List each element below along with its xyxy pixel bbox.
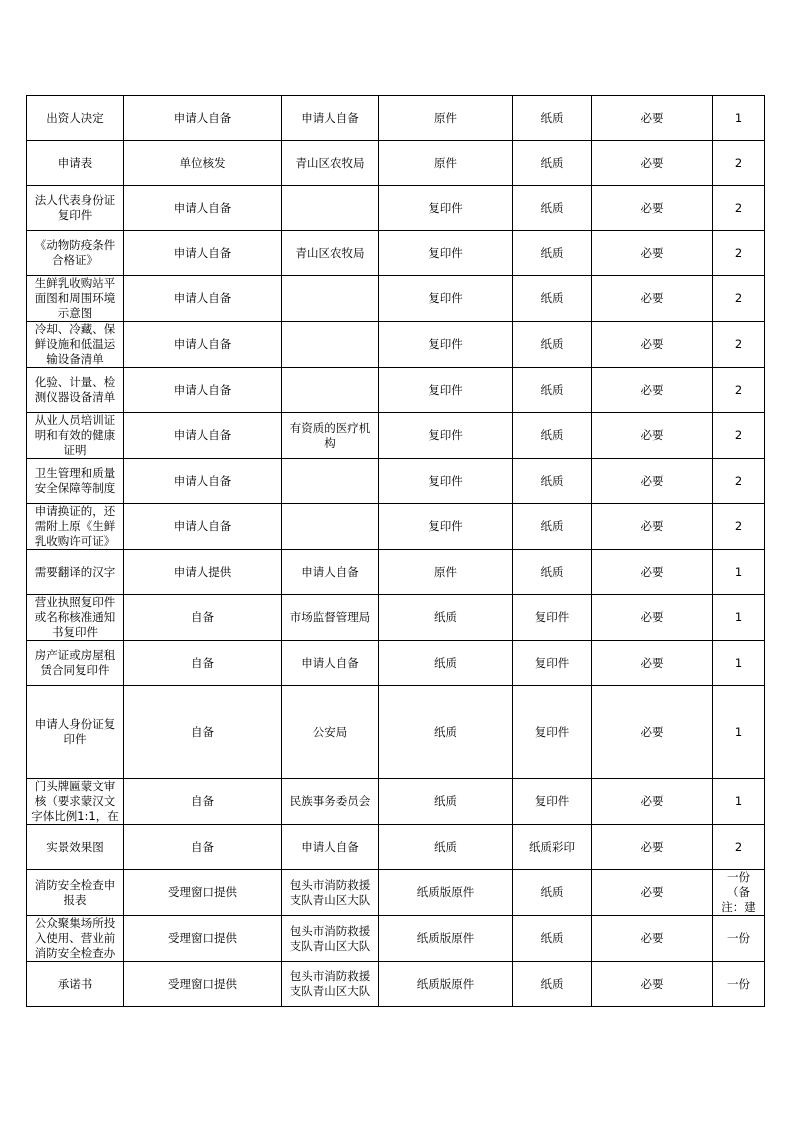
count-cell: 1 — [713, 779, 765, 825]
material-name-cell: 营业执照复印件或名称核准通知书复印件 — [27, 595, 124, 641]
medium-cell: 纸质 — [513, 504, 592, 550]
material-name-cell: 《动物防疫条件合格证》 — [27, 231, 124, 276]
requirement-cell: 必要 — [592, 459, 713, 504]
requirement-cell: 必要 — [592, 276, 713, 322]
requirement-cell: 必要 — [592, 686, 713, 779]
requirement-cell: 必要 — [592, 870, 713, 916]
count-cell: 2 — [713, 276, 765, 322]
original-or-copy-cell: 纸质 — [379, 641, 513, 686]
material-name-cell: 公众聚集场所投入使用、营业前消防安全检查办 — [27, 916, 124, 962]
medium-cell: 复印件 — [513, 595, 592, 641]
source-cell: 申请人自备 — [124, 276, 282, 322]
requirement-cell: 必要 — [592, 825, 713, 870]
medium-cell: 纸质 — [513, 186, 592, 231]
count-cell: 2 — [713, 413, 765, 459]
requirement-cell: 必要 — [592, 962, 713, 1007]
issuing-agency-cell: 申请人自备 — [282, 550, 379, 595]
table-row — [27, 186, 765, 231]
count-cell: 1 — [713, 550, 765, 595]
original-or-copy-cell: 复印件 — [379, 231, 513, 276]
issuing-agency-cell: 青山区农牧局 — [282, 141, 379, 186]
material-name-cell: 出资人决定 — [27, 96, 124, 141]
requirement-cell: 必要 — [592, 322, 713, 368]
material-name-cell: 化验、计量、检测仪器设备清单 — [27, 368, 124, 413]
material-name-cell: 房产证或房屋租赁合同复印件 — [27, 641, 124, 686]
medium-cell: 纸质 — [513, 962, 592, 1007]
original-or-copy-cell: 复印件 — [379, 504, 513, 550]
count-cell: 2 — [713, 231, 765, 276]
source-cell: 受理窗口提供 — [124, 870, 282, 916]
original-or-copy-cell: 原件 — [379, 141, 513, 186]
count-cell: 1 — [713, 96, 765, 141]
original-or-copy-cell: 复印件 — [379, 413, 513, 459]
medium-cell: 纸质彩印 — [513, 825, 592, 870]
count-cell: 2 — [713, 504, 765, 550]
issuing-agency-cell: 有资质的医疗机构 — [282, 413, 379, 459]
requirement-cell: 必要 — [592, 504, 713, 550]
medium-cell: 复印件 — [513, 641, 592, 686]
source-cell: 申请人自备 — [124, 368, 282, 413]
source-cell: 自备 — [124, 595, 282, 641]
source-cell: 单位核发 — [124, 141, 282, 186]
material-name-cell: 申请人身份证复印件 — [27, 686, 124, 779]
requirement-cell: 必要 — [592, 231, 713, 276]
issuing-agency-cell: 包头市消防救援支队青山区大队 — [282, 870, 379, 916]
requirement-cell: 必要 — [592, 96, 713, 141]
original-or-copy-cell: 复印件 — [379, 186, 513, 231]
material-name-cell: 生鲜乳收购站平面图和周围环境示意图 — [27, 276, 124, 322]
original-or-copy-cell: 原件 — [379, 96, 513, 141]
issuing-agency-cell: 市场监督管理局 — [282, 595, 379, 641]
count-cell: 2 — [713, 186, 765, 231]
original-or-copy-cell: 纸质 — [379, 686, 513, 779]
count-cell: 一份（备注：建 — [713, 870, 765, 916]
medium-cell: 复印件 — [513, 686, 592, 779]
table-row — [27, 550, 765, 595]
table-row — [27, 96, 765, 141]
original-or-copy-cell: 纸质 — [379, 825, 513, 870]
requirement-cell: 必要 — [592, 779, 713, 825]
medium-cell: 纸质 — [513, 916, 592, 962]
original-or-copy-cell: 纸质 — [379, 595, 513, 641]
material-name-cell: 承诺书 — [27, 962, 124, 1007]
issuing-agency-cell — [282, 186, 379, 231]
medium-cell: 纸质 — [513, 870, 592, 916]
table-row — [27, 413, 765, 459]
table-row — [27, 459, 765, 504]
medium-cell: 纸质 — [513, 413, 592, 459]
count-cell: 一份 — [713, 916, 765, 962]
original-or-copy-cell: 复印件 — [379, 276, 513, 322]
material-name-cell: 冷却、冷藏、保鲜设施和低温运输设备清单 — [27, 322, 124, 368]
requirement-cell: 必要 — [592, 413, 713, 459]
table-row — [27, 916, 765, 962]
count-cell: 1 — [713, 686, 765, 779]
count-cell: 1 — [713, 595, 765, 641]
issuing-agency-cell — [282, 276, 379, 322]
requirement-cell: 必要 — [592, 141, 713, 186]
table-row — [27, 504, 765, 550]
medium-cell: 纸质 — [513, 368, 592, 413]
issuing-agency-cell: 青山区农牧局 — [282, 231, 379, 276]
count-cell: 2 — [713, 322, 765, 368]
source-cell: 自备 — [124, 641, 282, 686]
material-name-cell: 从业人员培训证明和有效的健康证明 — [27, 413, 124, 459]
requirement-cell: 必要 — [592, 595, 713, 641]
source-cell: 申请人自备 — [124, 96, 282, 141]
requirement-cell: 必要 — [592, 550, 713, 595]
material-name-cell: 申请换证的，还需附上原《生鲜乳收购许可证》 — [27, 504, 124, 550]
material-name-cell: 实景效果图 — [27, 825, 124, 870]
requirement-cell: 必要 — [592, 641, 713, 686]
count-cell: 2 — [713, 459, 765, 504]
issuing-agency-cell: 申请人自备 — [282, 96, 379, 141]
original-or-copy-cell: 纸质 — [379, 779, 513, 825]
medium-cell: 复印件 — [513, 779, 592, 825]
table-row — [27, 322, 765, 368]
source-cell: 申请人自备 — [124, 413, 282, 459]
original-or-copy-cell: 纸质版原件 — [379, 916, 513, 962]
issuing-agency-cell — [282, 368, 379, 413]
table-row — [27, 962, 765, 1007]
original-or-copy-cell: 原件 — [379, 550, 513, 595]
source-cell: 受理窗口提供 — [124, 916, 282, 962]
table-row — [27, 595, 765, 641]
issuing-agency-cell: 民族事务委员会 — [282, 779, 379, 825]
materials-table-body — [27, 96, 765, 1007]
issuing-agency-cell: 包头市消防救援支队青山区大队 — [282, 916, 379, 962]
table-row — [27, 779, 765, 825]
table-row — [27, 141, 765, 186]
table-row — [27, 870, 765, 916]
source-cell: 受理窗口提供 — [124, 962, 282, 1007]
materials-table — [26, 95, 765, 1007]
issuing-agency-cell — [282, 504, 379, 550]
requirement-cell: 必要 — [592, 186, 713, 231]
count-cell: 1 — [713, 641, 765, 686]
count-cell: 一份 — [713, 962, 765, 1007]
source-cell: 自备 — [124, 686, 282, 779]
material-name-cell: 申请表 — [27, 141, 124, 186]
original-or-copy-cell: 复印件 — [379, 368, 513, 413]
table-row — [27, 368, 765, 413]
medium-cell: 纸质 — [513, 459, 592, 504]
medium-cell: 纸质 — [513, 96, 592, 141]
source-cell: 申请人提供 — [124, 550, 282, 595]
requirement-cell: 必要 — [592, 916, 713, 962]
material-name-cell: 门头牌匾蒙文审核（要求蒙汉文字体比例1:1，在 — [27, 779, 124, 825]
medium-cell: 纸质 — [513, 322, 592, 368]
material-name-cell: 法人代表身份证复印件 — [27, 186, 124, 231]
table-row — [27, 686, 765, 779]
issuing-agency-cell — [282, 322, 379, 368]
issuing-agency-cell: 包头市消防救援支队青山区大队 — [282, 962, 379, 1007]
original-or-copy-cell: 纸质版原件 — [379, 870, 513, 916]
medium-cell: 纸质 — [513, 141, 592, 186]
medium-cell: 纸质 — [513, 550, 592, 595]
source-cell: 申请人自备 — [124, 322, 282, 368]
issuing-agency-cell — [282, 459, 379, 504]
source-cell: 申请人自备 — [124, 231, 282, 276]
table-row — [27, 641, 765, 686]
issuing-agency-cell: 申请人自备 — [282, 641, 379, 686]
count-cell: 2 — [713, 141, 765, 186]
table-row — [27, 276, 765, 322]
source-cell: 自备 — [124, 825, 282, 870]
material-name-cell: 消防安全检查申报表 — [27, 870, 124, 916]
medium-cell: 纸质 — [513, 231, 592, 276]
source-cell: 自备 — [124, 779, 282, 825]
material-name-cell: 卫生管理和质量安全保障等制度 — [27, 459, 124, 504]
issuing-agency-cell: 公安局 — [282, 686, 379, 779]
original-or-copy-cell: 复印件 — [379, 459, 513, 504]
source-cell: 申请人自备 — [124, 504, 282, 550]
source-cell: 申请人自备 — [124, 459, 282, 504]
original-or-copy-cell: 纸质版原件 — [379, 962, 513, 1007]
count-cell: 2 — [713, 825, 765, 870]
material-name-cell: 需要翻译的汉字 — [27, 550, 124, 595]
medium-cell: 纸质 — [513, 276, 592, 322]
issuing-agency-cell: 申请人自备 — [282, 825, 379, 870]
original-or-copy-cell: 复印件 — [379, 322, 513, 368]
count-cell: 2 — [713, 368, 765, 413]
table-row — [27, 825, 765, 870]
requirement-cell: 必要 — [592, 368, 713, 413]
table-row — [27, 231, 765, 276]
source-cell: 申请人自备 — [124, 186, 282, 231]
